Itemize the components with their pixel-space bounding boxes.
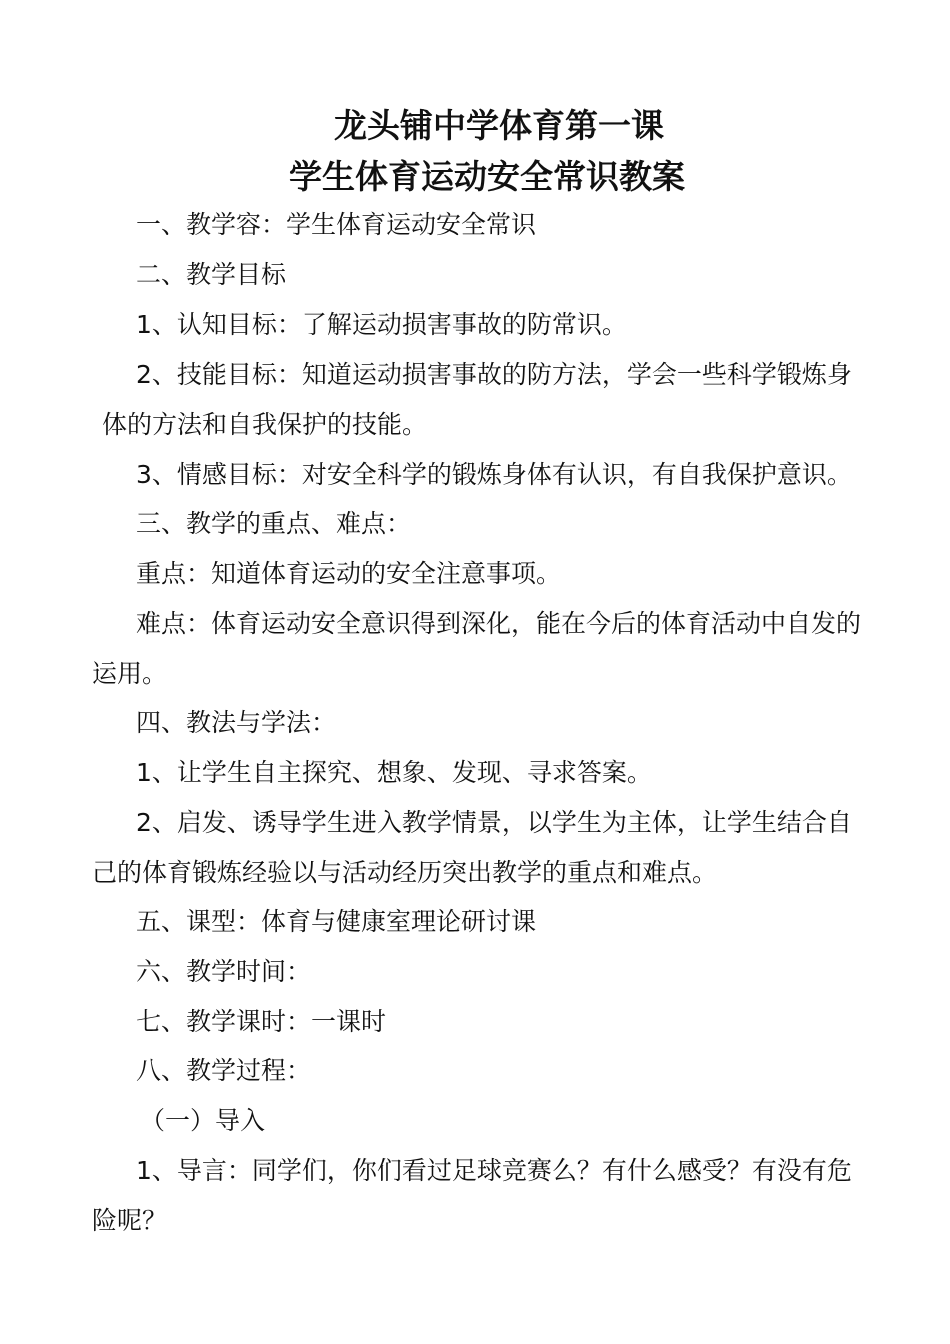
section-heading-objectives: 二、教学目标 [136, 260, 287, 289]
intro-paragraph: 1、导言：同学们，你们看过足球竞赛么？有什么感受？有没有危 [136, 1156, 852, 1185]
intro-paragraph-continued: 险呢？ [92, 1206, 168, 1235]
key-point: 重点：知道体育运动的安全注意事项。 [136, 559, 562, 588]
difficult-point-continued: 运用。 [92, 659, 168, 688]
method-2: 2、启发、诱导学生进入教学情景，以学生为主体，让学生结合自 [136, 808, 852, 837]
section-heading-time: 六、教学时间： [136, 957, 312, 986]
objective-cognitive: 1、认知目标：了解运动损害事故的防常识。 [136, 310, 627, 339]
section-heading-lesson-type: 五、课型：体育与健康室理论研讨课 [136, 907, 537, 936]
section-heading-methods: 四、教法与学法： [136, 708, 337, 737]
objective-skill: 2、技能目标：知道运动损害事故的防方法，学会一些科学锻炼身 [136, 360, 852, 389]
document-title: 龙头铺中学体育第一课 [334, 106, 664, 145]
method-2-continued: 己的体育锻炼经验以与活动经历突出教学的重点和难点。 [92, 858, 718, 887]
section-heading-periods: 七、教学课时：一课时 [136, 1007, 387, 1036]
section-heading-content: 一、教学容：学生体育运动安全常识 [136, 210, 537, 239]
document-subtitle: 学生体育运动安全常识教案 [289, 157, 685, 196]
difficult-point: 难点：体育运动安全意识得到深化，能在今后的体育活动中自发的 [136, 609, 862, 638]
subsection-heading-intro: （一）导入 [140, 1106, 266, 1135]
objective-emotional: 3、情感目标：对安全科学的锻炼身体有认识，有自我保护意识。 [136, 460, 852, 489]
section-heading-key-points: 三、教学的重点、难点： [136, 509, 412, 538]
method-1: 1、让学生自主探究、想象、发现、寻求答案。 [136, 758, 652, 787]
section-heading-process: 八、教学过程： [136, 1056, 312, 1085]
objective-skill-continued: 体的方法和自我保护的技能。 [102, 410, 428, 439]
